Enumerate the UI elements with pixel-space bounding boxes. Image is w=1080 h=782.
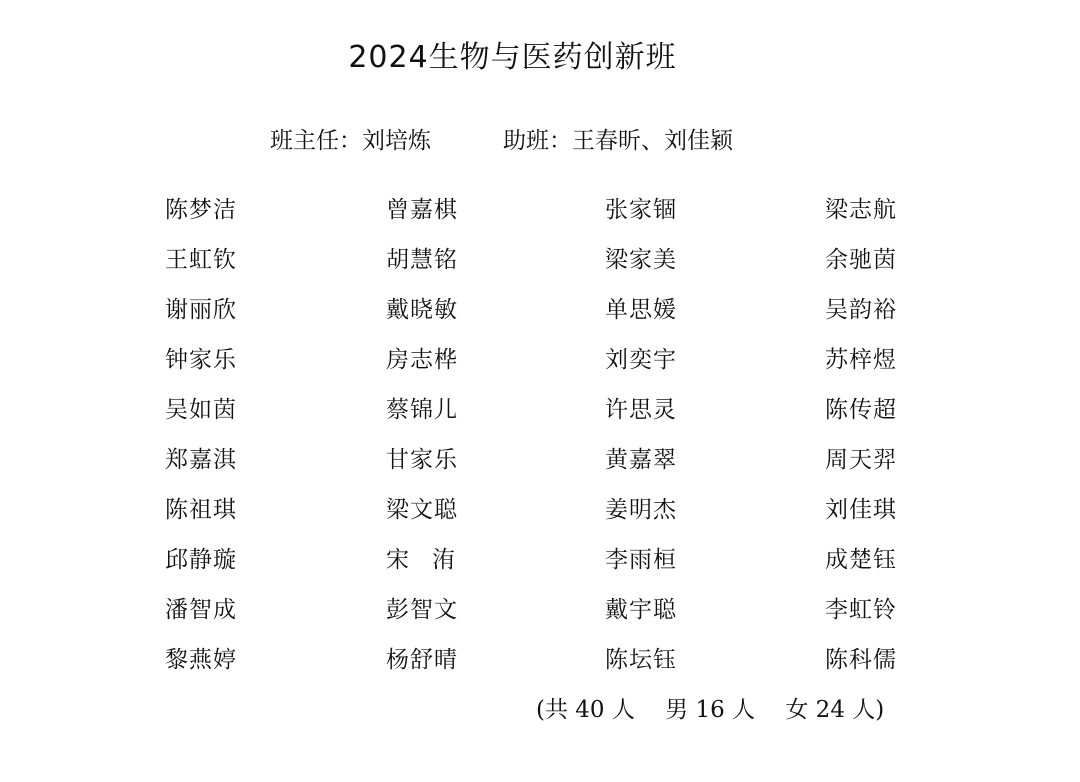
student-name: 杨舒晴 bbox=[386, 647, 458, 673]
name-row bbox=[0, 240, 1080, 290]
student-name: 刘奕宇 bbox=[605, 347, 677, 373]
student-name: 潘智成 bbox=[165, 597, 237, 623]
name-row bbox=[0, 390, 1080, 440]
head-teacher-line: 班主任：刘培炼 bbox=[270, 128, 431, 154]
student-name: 梁志航 bbox=[825, 197, 897, 223]
student-name-grid bbox=[0, 190, 1080, 690]
student-name: 李雨桓 bbox=[605, 547, 677, 573]
name-row bbox=[0, 540, 1080, 590]
student-name: 郑嘉淇 bbox=[165, 447, 237, 473]
student-name: 陈坛钰 bbox=[605, 647, 677, 673]
student-name: 甘家乐 bbox=[386, 447, 458, 473]
student-name: 余驰茵 bbox=[825, 247, 897, 273]
student-name: 王虹钦 bbox=[165, 247, 237, 273]
student-name: 谢丽欣 bbox=[165, 297, 237, 323]
student-name: 吴如茵 bbox=[165, 397, 237, 423]
student-name: 曾嘉棋 bbox=[386, 197, 458, 223]
student-name: 梁文聪 bbox=[386, 497, 458, 523]
name-row bbox=[0, 590, 1080, 640]
student-name: 刘佳琪 bbox=[825, 497, 897, 523]
student-name: 李虹铃 bbox=[825, 597, 897, 623]
student-name: 吴韵裕 bbox=[825, 297, 897, 323]
document-title: 2024生物与医药创新班 bbox=[348, 40, 677, 75]
name-row bbox=[0, 440, 1080, 490]
student-name: 胡慧铭 bbox=[386, 247, 458, 273]
student-name: 周天羿 bbox=[825, 447, 897, 473]
student-name: 蔡锦儿 bbox=[386, 397, 458, 423]
assistant-line: 助班：王春昕、刘佳颖 bbox=[503, 128, 733, 154]
student-name: 陈祖琪 bbox=[165, 497, 237, 523]
student-name: 房志桦 bbox=[386, 347, 458, 373]
name-row bbox=[0, 490, 1080, 540]
student-name: 许思灵 bbox=[605, 397, 677, 423]
student-name: 姜明杰 bbox=[605, 497, 677, 523]
name-row bbox=[0, 290, 1080, 340]
student-count-summary: (共 40 人 男 16 人 女 24 人) bbox=[536, 697, 885, 723]
student-name: 陈传超 bbox=[825, 397, 897, 423]
student-name: 黎燕婷 bbox=[165, 647, 237, 673]
student-name: 宋 洧 bbox=[386, 547, 455, 573]
student-name: 陈梦洁 bbox=[165, 197, 237, 223]
student-name: 成楚钰 bbox=[825, 547, 897, 573]
student-name: 戴宇聪 bbox=[605, 597, 677, 623]
name-row bbox=[0, 340, 1080, 390]
name-row bbox=[0, 190, 1080, 240]
student-name: 梁家美 bbox=[605, 247, 677, 273]
student-name: 单思媛 bbox=[605, 297, 677, 323]
student-name: 钟家乐 bbox=[165, 347, 237, 373]
student-name: 苏梓煜 bbox=[825, 347, 897, 373]
name-row bbox=[0, 640, 1080, 690]
student-name: 邱静璇 bbox=[165, 547, 237, 573]
student-name: 陈科儒 bbox=[825, 647, 897, 673]
student-name: 戴晓敏 bbox=[386, 297, 458, 323]
student-name: 张家锢 bbox=[605, 197, 677, 223]
student-name: 黄嘉翠 bbox=[605, 447, 677, 473]
student-name: 彭智文 bbox=[386, 597, 458, 623]
